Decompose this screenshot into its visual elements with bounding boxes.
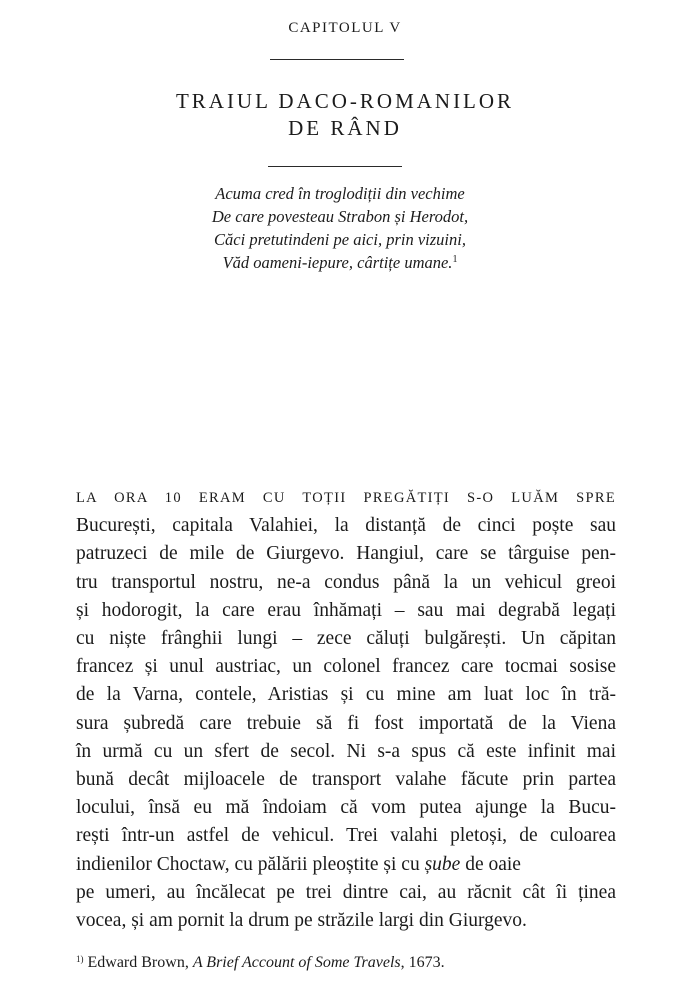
italic-term: șube — [424, 853, 461, 875]
body-line: bună decât mijloacele de transport valahe făcute prin partea — [76, 769, 616, 791]
chapter-title-line-2: DE RÂND — [288, 116, 402, 140]
body-line: tru transportul nostru, ne-a condus până la un vehicul greoi — [76, 571, 616, 593]
body-line-opening: LA ORA 10 ERAM CU TOȚII PREGĂTIȚI S-O LUĂM SPRE — [76, 490, 616, 506]
chapter-label: CAPITOLUL V — [288, 20, 402, 36]
footnote-author: Edward Brown, — [83, 954, 193, 971]
footnote — [76, 954, 616, 972]
body-line: București, capitala Valahiei, la distanță de cinci poște sau — [76, 515, 616, 537]
epigraph — [150, 182, 530, 274]
epigraph-line-text: Văd oameni-iepure, cârtițe umane. — [222, 253, 453, 272]
body-line: de la Varna, contele, Aristias și cu mine am luat loc în tră- — [76, 684, 616, 706]
footnote-work-title: A Brief Account of Some Travels — [192, 954, 401, 971]
body-line-last: vocea, și am pornit la drum pe străzile largi din Giurgevo. — [76, 910, 527, 932]
footnote-year: , 1673. — [400, 954, 445, 971]
body-line: cu niște frânghii lungi – zece căluți bulgărești. Un căpitan — [76, 628, 616, 650]
body-text — [76, 484, 616, 935]
body-line: rești într-un astfel de vehicul. Trei valahi pletoși, de culoarea — [76, 825, 616, 847]
body-line: sura șubredă care trebuie să fi fost importată de la Viena — [76, 712, 616, 734]
epigraph-line: De care povesteau Strabon și Herodot, — [211, 207, 469, 226]
footnote-reference: 1 — [452, 254, 458, 265]
body-line: și hodorogit, la care erau înhămați – sau mai degrabă legați — [76, 599, 616, 621]
body-line: pe umeri, au încălecat pe trei dintre cai, au răcnit cât îi ținea — [76, 881, 616, 903]
body-line: patruzeci de mile de Giurgevo. Hangiul, care se târguise pen- — [76, 543, 616, 565]
body-line-text: indienilor Choctaw, cu pălării pleoștite și cu — [76, 853, 425, 875]
epigraph-line — [150, 251, 530, 274]
chapter-title-line-1: TRAIUL DACO-ROMANILOR — [175, 89, 515, 113]
epigraph-line: Acuma cred în troglodiții din vechime — [215, 184, 465, 203]
footnote-marker: 1) — [76, 954, 84, 964]
body-line: locului, însă eu mă îndoiam că vom putea ajunge la Bucu- — [76, 797, 616, 819]
body-line: francez și unul austriac, un colonel francez care tocmai sosise — [76, 656, 616, 678]
body-line-tail: de oaie — [460, 853, 521, 875]
title-rule — [268, 166, 402, 167]
body-line — [76, 851, 616, 879]
chapter-title — [0, 88, 690, 142]
epigraph-line: Căci pretutindeni pe aici, prin vizuini, — [214, 230, 466, 249]
top-rule — [270, 59, 404, 60]
body-line: în urmă cu un sfert de secol. Ni s-a spus că este infinit mai — [76, 740, 616, 762]
